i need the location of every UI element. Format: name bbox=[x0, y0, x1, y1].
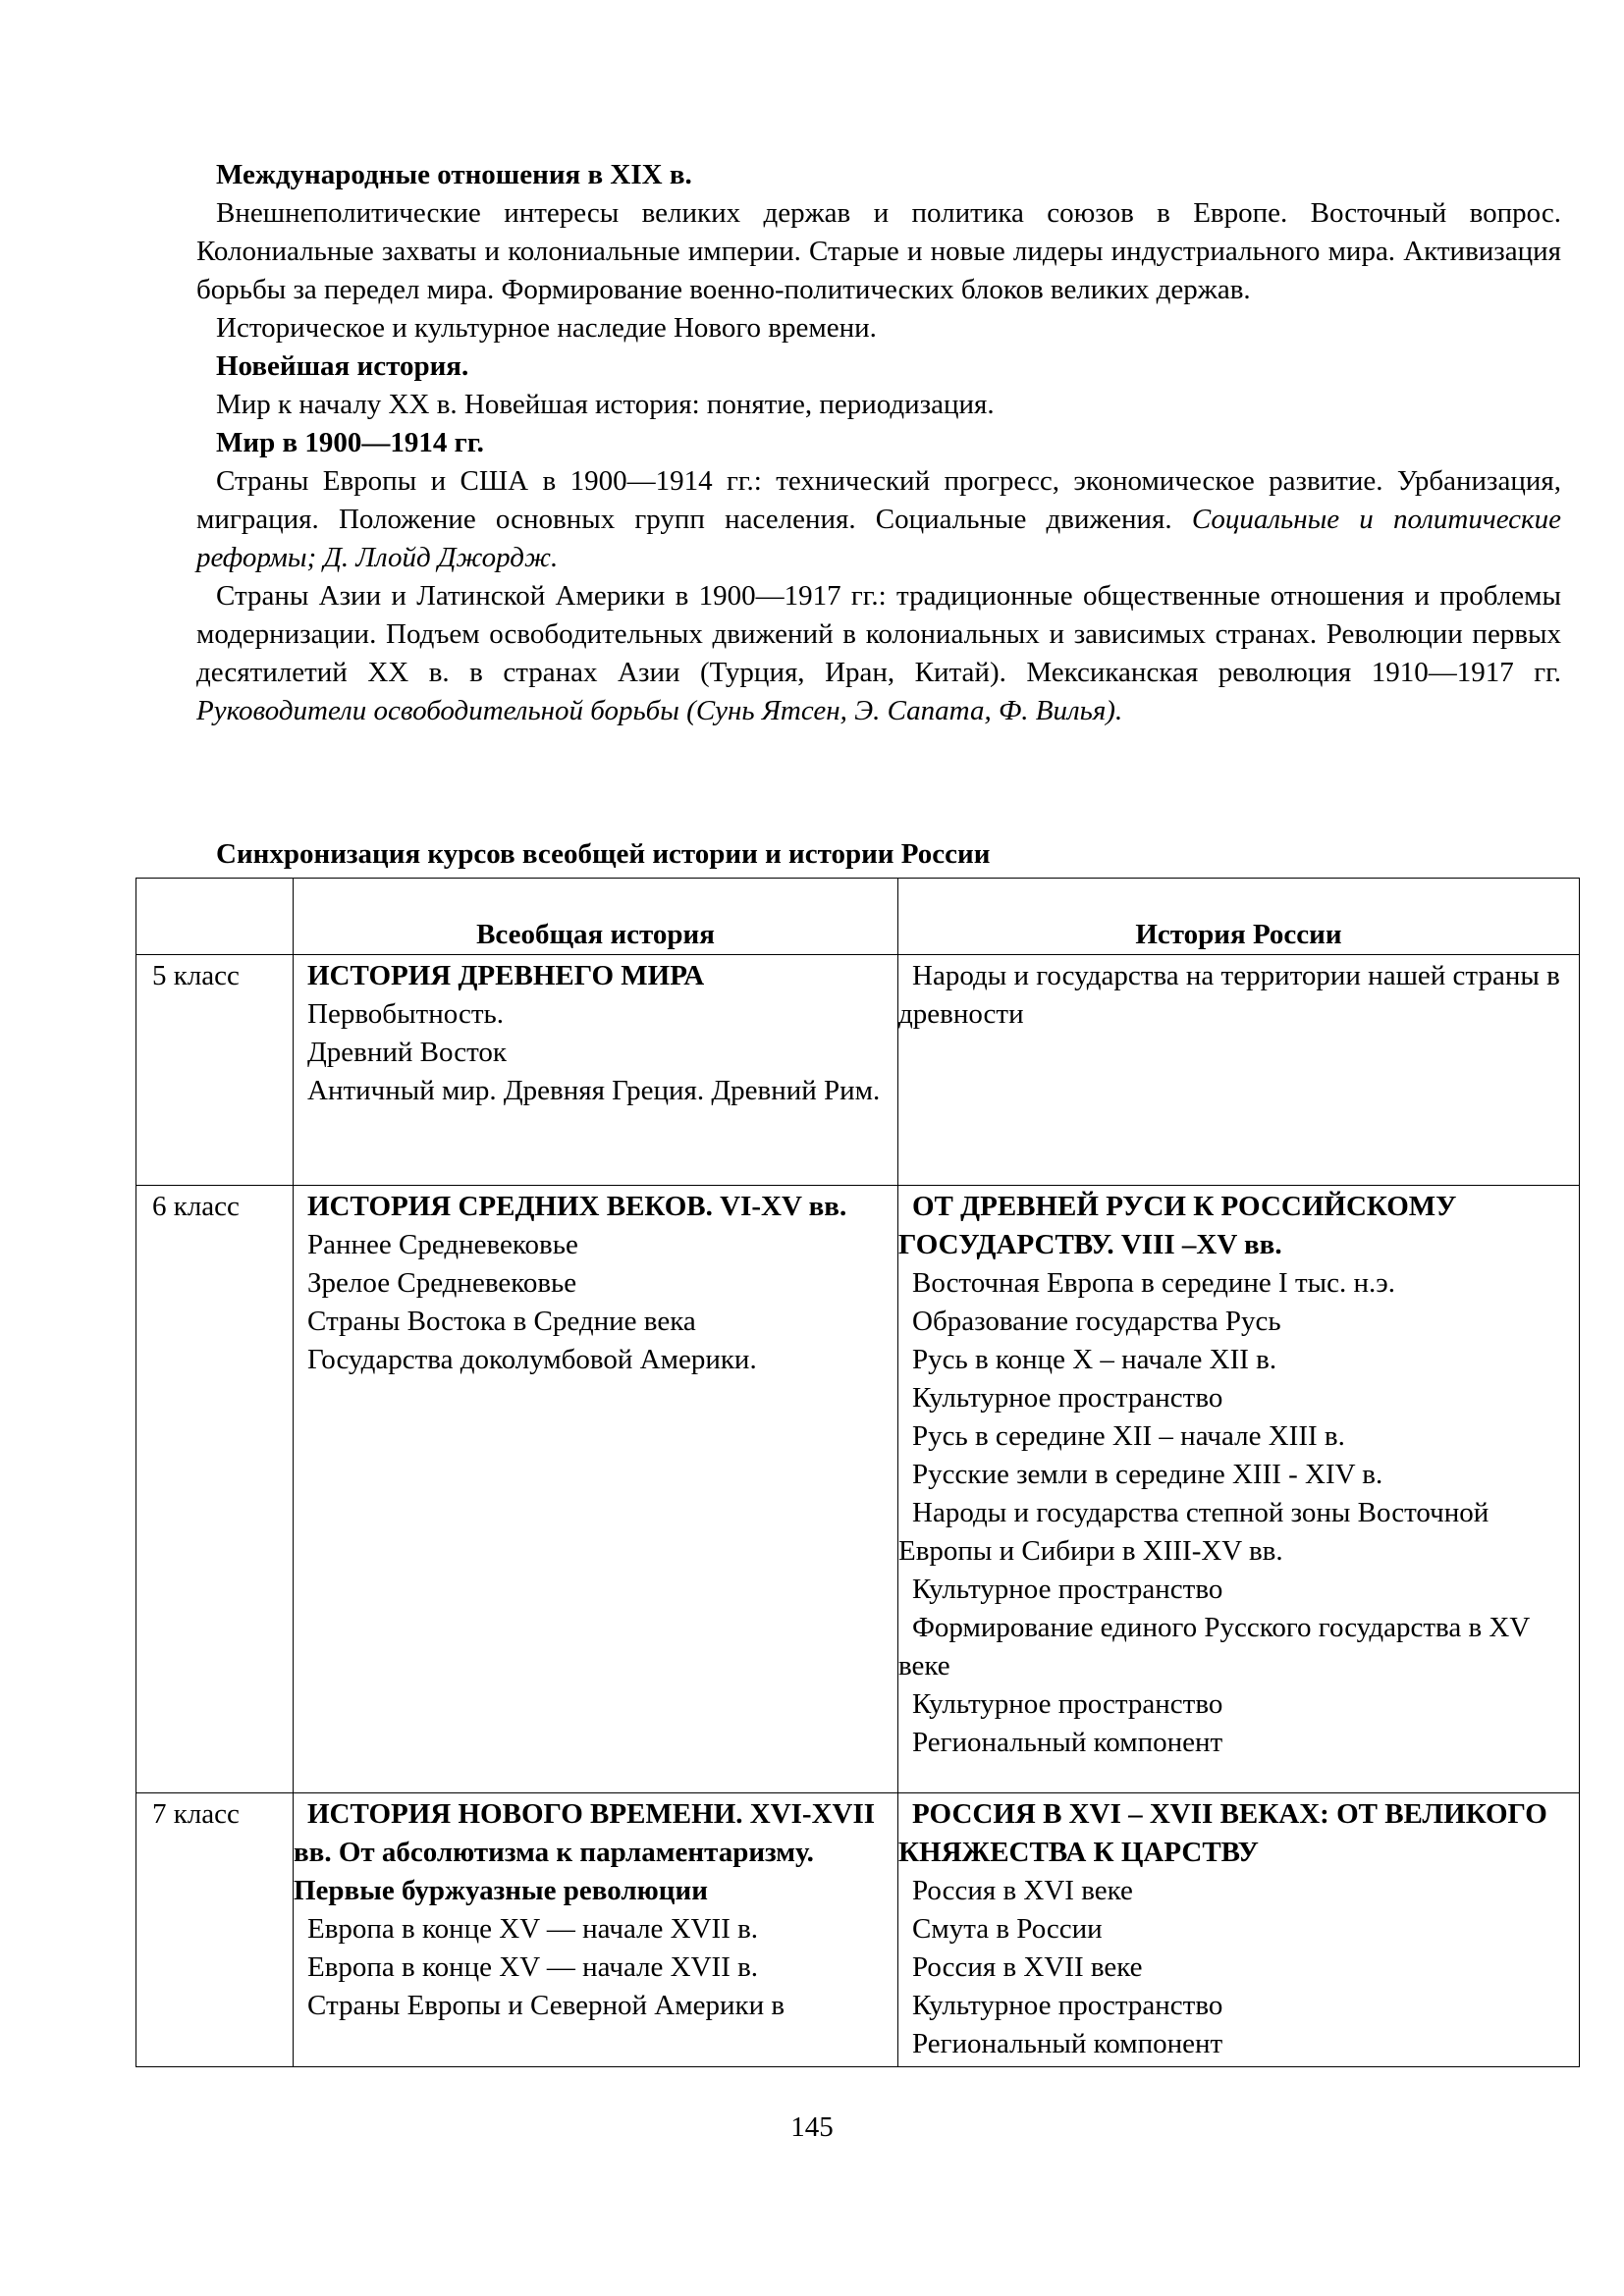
paragraph-heritage: Историческое и культурное наследие Нового времени. bbox=[216, 312, 877, 344]
topic-item: Культурное пространство bbox=[912, 1990, 1223, 2021]
paragraph-world-xx: Мир к началу XX в. Новейшая история: понятие, периодизация. bbox=[216, 389, 995, 420]
world-history-cell bbox=[294, 1793, 898, 2067]
paragraph-europe-usa bbox=[196, 462, 1561, 577]
sync-table bbox=[135, 878, 1580, 2067]
topic-item: Формирование единого Русского государства в XV веке bbox=[898, 1612, 1530, 1682]
topic-item: Народы и государства степной зоны Восточной Европы и Сибири в XIII-XV вв. bbox=[898, 1497, 1489, 1567]
topic-item: Европа в конце ХV — начале XVII в. bbox=[307, 1951, 759, 1983]
topic-item: Культурное пространство bbox=[912, 1574, 1223, 1605]
topic-item: Античный мир. Древняя Греция. Древний Рим. bbox=[307, 1075, 881, 1106]
topic-item: Региональный компонент bbox=[912, 2028, 1223, 2059]
section-title: ИСТОРИЯ ДРЕВНЕГО МИРА bbox=[307, 960, 705, 991]
topic-item: Страны Востока в Средние века bbox=[307, 1306, 696, 1337]
topic-item: Первобытность. bbox=[307, 998, 504, 1030]
topic-item: Восточная Европа в середине I тыс. н.э. bbox=[912, 1267, 1395, 1299]
table-header-row bbox=[136, 879, 1580, 955]
topic-item: Европа в конце ХV — начале XVII в. bbox=[307, 1913, 759, 1945]
paragraph-foreign-policy: Внешнеполитические интересы великих держав и политика союзов в Европе. Восточный вопрос. Колониальные захваты и колониальные империи. Старые и новые лидеры индустриального мира. Активизация борьбы за передел мира. Формирование военно-политических блоков великих держав. bbox=[196, 197, 1561, 305]
world-history-cell bbox=[294, 955, 898, 1186]
grade-cell: 6 класс bbox=[136, 1186, 294, 1793]
section-title: ОТ ДРЕВНЕЙ РУСИ К РОССИЙСКОМУ ГОСУДАРСТВУ. VIII –XV вв. bbox=[898, 1191, 1457, 1260]
paragraph-asia-latam-italic: Руководители освободительной борьбы (Сунь Ятсен, Э. Сапата, Ф. Вилья). bbox=[196, 695, 1123, 726]
paragraph-europe-usa-text: Страны Европы и США в 1900—1914 гг.: технический прогресс, экономическое развитие. Урбанизация, миграция. Положение основных групп населения. Социальные движения. bbox=[196, 465, 1561, 535]
world-history-cell bbox=[294, 1186, 898, 1793]
topic-item: Зрелое Средневековье bbox=[307, 1267, 577, 1299]
table-row bbox=[136, 1793, 1580, 2067]
topic-item: Смута в России bbox=[912, 1913, 1103, 1945]
russian-history-cell bbox=[898, 955, 1580, 1186]
section-title: ИСТОРИЯ СРЕДНИХ ВЕКОВ. VI-XV вв. bbox=[307, 1191, 847, 1222]
topic-item: Россия в XVII веке bbox=[912, 1951, 1143, 1983]
topic-item: Русь в конце X – начале XII в. bbox=[912, 1344, 1277, 1375]
heading-world-1900-1914: Мир в 1900—1914 гг. bbox=[216, 427, 484, 458]
topic-item: Культурное пространство bbox=[912, 1688, 1223, 1720]
table-row bbox=[136, 1186, 1580, 1793]
intro-text bbox=[196, 156, 1561, 730]
topic-item: Народы и государства на территории нашей страны в древности bbox=[898, 960, 1560, 1030]
section-title: ИСТОРИЯ НОВОГО ВРЕМЕНИ. XVI-XVII вв. От абсолютизма к парламентаризму. Первые буржуазные революции bbox=[294, 1798, 876, 1906]
page-number: 145 bbox=[790, 2111, 834, 2143]
topic-item: Древний Восток bbox=[307, 1037, 507, 1068]
heading-modern-history: Новейшая история. bbox=[216, 350, 469, 382]
header-russian-history: История России bbox=[898, 879, 1580, 955]
topic-item: Образование государства Русь bbox=[912, 1306, 1281, 1337]
grade-cell: 5 класс bbox=[136, 955, 294, 1186]
topic-item: Государства доколумбовой Америки. bbox=[307, 1344, 757, 1375]
header-grade bbox=[136, 879, 294, 955]
table-row bbox=[136, 955, 1580, 1186]
topic-item: Русь в середине XII – начале XIII в. bbox=[912, 1420, 1345, 1452]
topic-item: Страны Европы и Северной Америки в bbox=[307, 1990, 785, 2021]
section-title: РОССИЯ В XVI – XVII ВЕКАХ: ОТ ВЕЛИКОГО КНЯЖЕСТВА К ЦАРСТВУ bbox=[898, 1798, 1547, 1868]
grade-cell: 7 класс bbox=[136, 1793, 294, 2067]
topic-item: Культурное пространство bbox=[912, 1382, 1223, 1414]
paragraph-europe-usa-italic: Социальные и политические реформы; Д. Ллойд Джордж. bbox=[196, 504, 1561, 573]
topic-item: Россия в XVI веке bbox=[912, 1875, 1133, 1906]
table-title: Синхронизация курсов всеобщей истории и истории России bbox=[216, 838, 991, 870]
heading-international-relations: Международные отношения в XIX в. bbox=[216, 159, 692, 190]
header-world-history: Всеобщая история bbox=[294, 879, 898, 955]
russian-history-cell bbox=[898, 1793, 1580, 2067]
topic-item: Раннее Средневековье bbox=[307, 1229, 578, 1260]
paragraph-asia-latam-text: Страны Азии и Латинской Америки в 1900—1917 гг.: традиционные общественные отношения и проблемы модернизации. Подъем освободительных движений в колониальных и зависимых странах. Революции первых десятилетий XX в. в странах Азии (Турция, Иран, Китай). Мексиканская революция 1910—1917 гг. bbox=[196, 580, 1561, 688]
paragraph-asia-latam bbox=[196, 577, 1561, 730]
russian-history-cell bbox=[898, 1186, 1580, 1793]
topic-item: Русские земли в середине XIII - XIV в. bbox=[912, 1459, 1383, 1490]
topic-item: Региональный компонент bbox=[912, 1727, 1223, 1758]
